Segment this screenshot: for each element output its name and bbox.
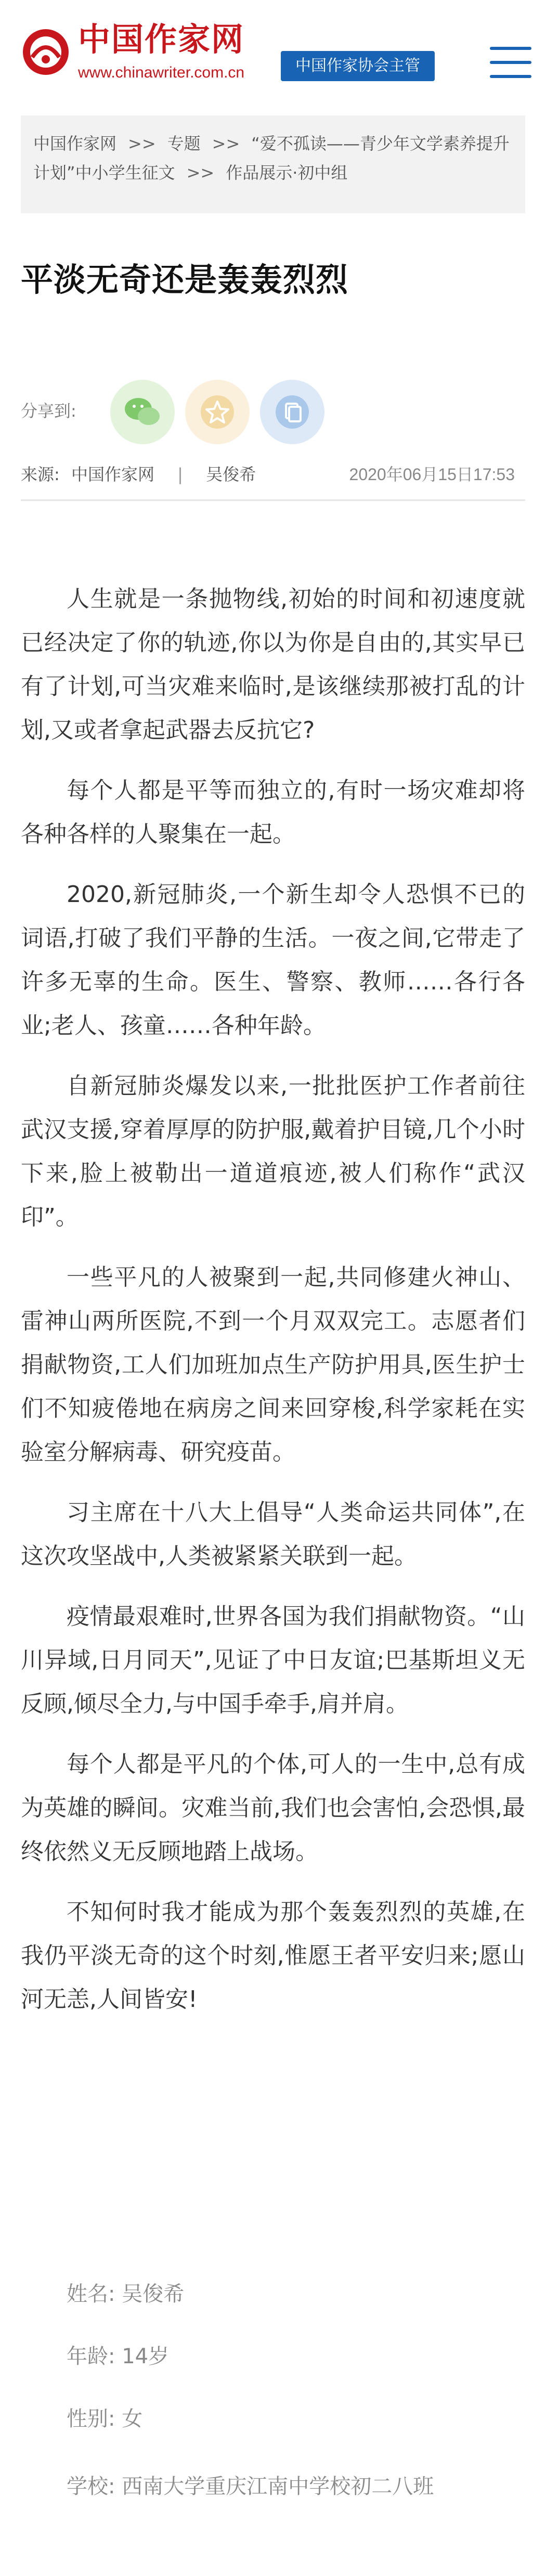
breadcrumb-item-current[interactable]: 作品展示·初中组 <box>226 163 348 183</box>
article-paragraph: 每个人都是平等而独立的,有时一场灾难却将各种各样的人聚集在一起。 <box>21 777 525 847</box>
logo-emblem-icon[interactable] <box>21 27 71 77</box>
share-wechat-button[interactable] <box>110 380 175 444</box>
host-badge: 中国作家协会主管 <box>281 51 435 81</box>
breadcrumb-separator: >> <box>128 134 156 153</box>
meta-divider: | <box>177 465 183 484</box>
site-logo-url[interactable]: www.chinawriter.com.cn <box>78 64 245 81</box>
site-logo-text[interactable]: 中国作家网 <box>78 20 245 58</box>
article-meta <box>21 462 525 493</box>
student-age <box>67 2341 535 2372</box>
favorite-icon <box>185 380 250 444</box>
article-paragraph: 不知何时我才能成为那个轰轰烈烈的英雄,在我仍平淡无奇的这个时刻,惟愿王者平安归来;愿山河无恙,人间皆安! <box>21 1899 525 2013</box>
article-paragraph: 一些平凡的人被聚到一起,共同修建火神山、雷神山两所医院,不到一个月双双完工。志愿者们捐献物资,工人们加班加点生产防护用具,医生护士们不知疲倦地在病房之间来回穿梭,科学家耗在实验室分解病毒、研究疫苗。 <box>21 1264 525 1465</box>
info-label: 年龄: <box>67 2345 115 2368</box>
student-gender <box>67 2403 535 2435</box>
info-label: 姓名: <box>67 2282 115 2306</box>
article-paragraph: 人生就是一条抛物线,初始的时间和初速度就已经决定了你的轨迹,你以为你是自由的,其实早已有了计划,可当灾难来临时,是该继续那被打乱的计划,又或者拿起武器去反抗它? <box>21 586 525 743</box>
info-value: 女 <box>122 2407 143 2431</box>
source-label: 来源: <box>21 465 60 484</box>
wechat-icon <box>110 380 175 444</box>
source-name: 中国作家网 <box>71 465 154 484</box>
article-paragraph: 每个人都是平凡的个体,可人的一生中,总有成为英雄的瞬间。灾难当前,我们也会害怕,会恐惧,最终依然义无反顾地踏上战场。 <box>21 1751 525 1865</box>
site-header <box>0 0 546 129</box>
article-body <box>21 577 525 2038</box>
share-copy-button[interactable] <box>260 380 324 444</box>
article-paragraph: 习主席在十八大上倡导“人类命运共同体”,在这次攻坚战中,人类被紧紧关联到一起。 <box>21 1499 525 1569</box>
share-favorite-button[interactable] <box>185 380 250 444</box>
student-name <box>67 2278 535 2310</box>
breadcrumb-item-topics[interactable]: 专题 <box>167 134 201 153</box>
info-value: 吴俊希 <box>122 2282 185 2306</box>
article-paragraph: 2020,新冠肺炎,一个新生却令人恐惧不已的词语,打破了我们平静的生活。一夜之间,它带走了许多无辜的生命。医生、警察、教师……各行各业;老人、孩童……各种年龄。 <box>21 881 525 1039</box>
student-school <box>67 2471 535 2502</box>
menu-icon[interactable] <box>490 42 531 83</box>
article-title: 平淡无奇还是轰轰烈烈 <box>21 261 349 299</box>
article-paragraph: 疫情最艰难时,世界各国为我们捐献物资。“山川异域,日月同天”,见证了中日友谊;巴基斯坦义无反顾,倾尽全力,与中国手牵手,肩并肩。 <box>21 1603 525 1717</box>
breadcrumb-item-campaign[interactable]: “爱不孤读——青少年文学素养提升计划”中小学生征文 <box>33 134 510 183</box>
meta-divider-line <box>21 499 525 501</box>
copy-icon <box>260 380 324 444</box>
breadcrumb <box>21 115 525 213</box>
info-value: 西南大学重庆江南中学校初二八班 <box>122 2475 434 2498</box>
share-label: 分享到: <box>21 401 76 421</box>
article-paragraph: 自新冠肺炎爆发以来,一批批医护工作者前往武汉支援,穿着厚厚的防护服,戴着护目镜,几个小时下来,脸上被勒出一道道痕迹,被人们称作“武汉印”。 <box>21 1073 525 1230</box>
info-label: 性别: <box>67 2407 115 2431</box>
breadcrumb-item-home[interactable]: 中国作家网 <box>33 134 117 153</box>
info-label: 学校: <box>67 2475 115 2498</box>
breadcrumb-separator: >> <box>186 163 215 183</box>
info-value: 14岁 <box>122 2345 170 2368</box>
author-name: 吴俊希 <box>206 465 256 484</box>
breadcrumb-separator: >> <box>212 134 240 153</box>
publish-date: 2020年06月15日17:53 <box>349 465 515 484</box>
